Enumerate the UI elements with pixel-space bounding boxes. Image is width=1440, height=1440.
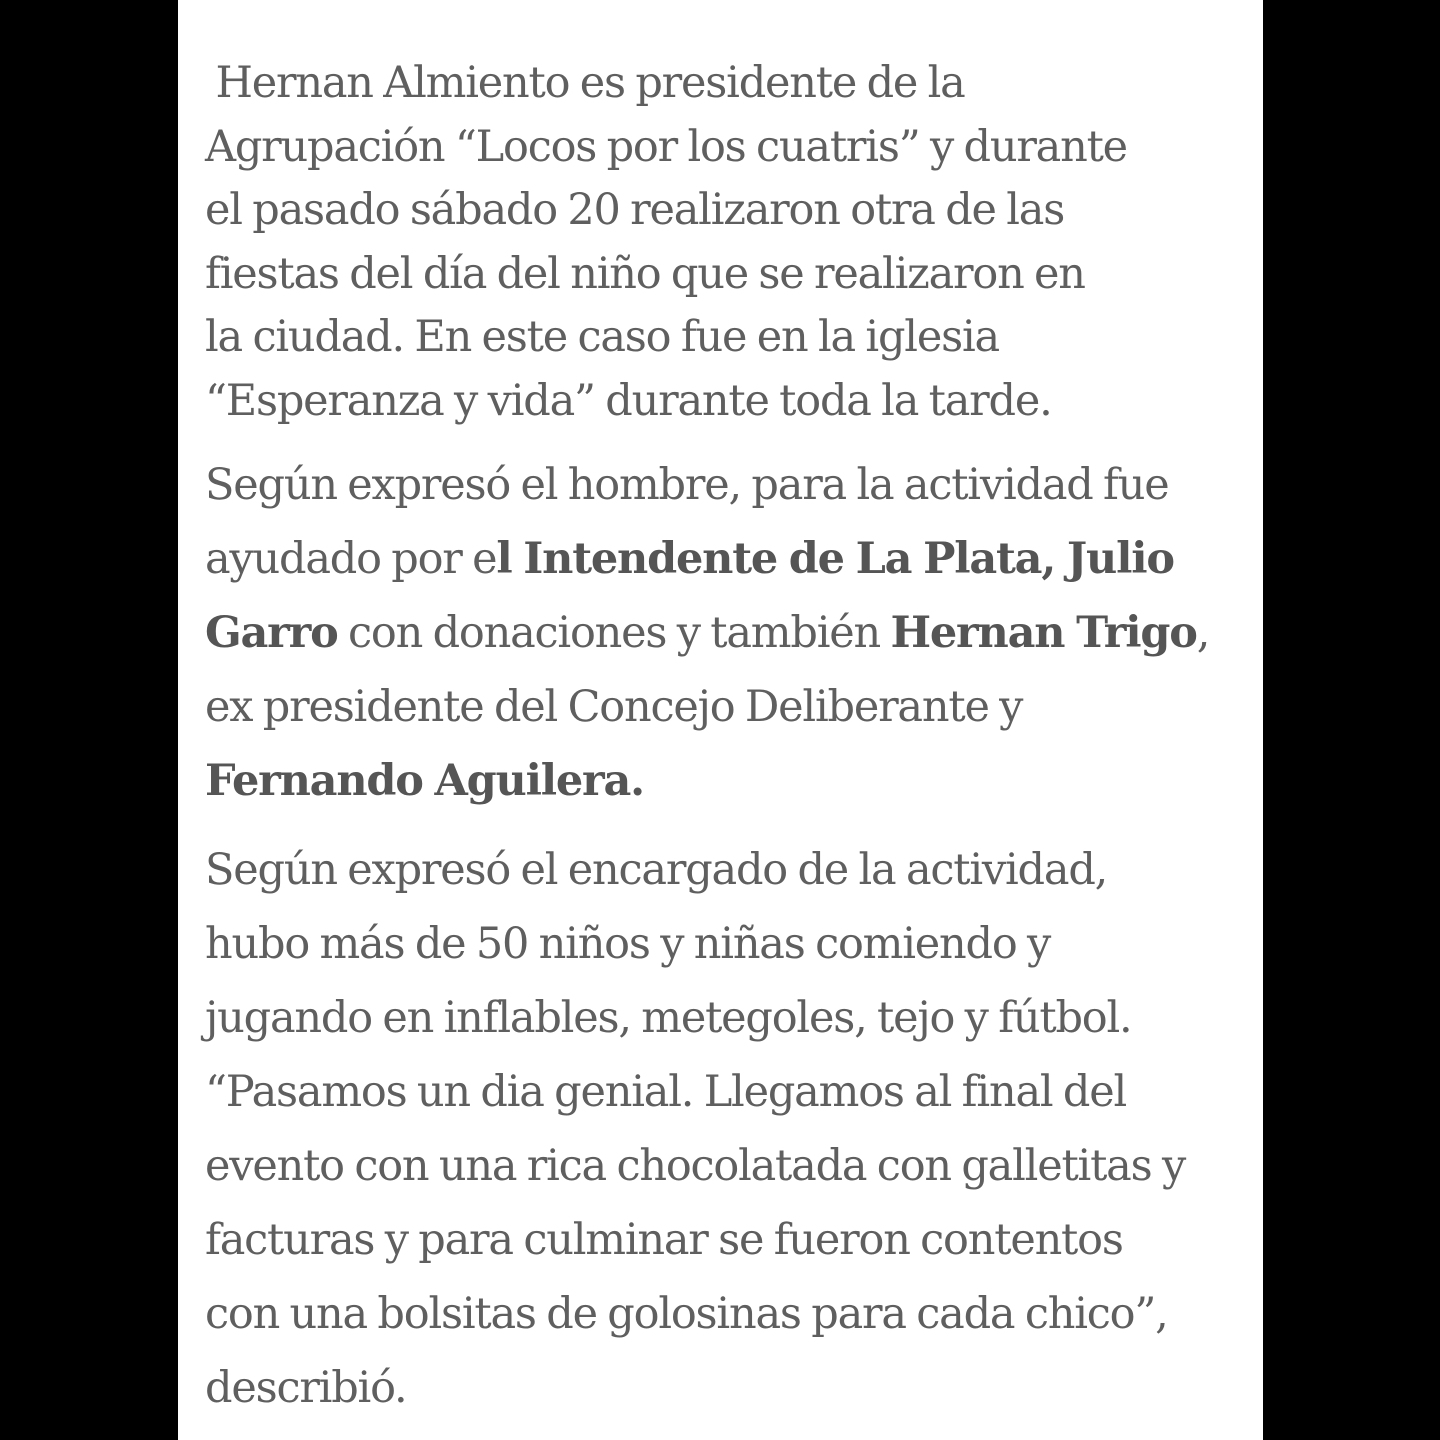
plain-text: con donaciones y también (337, 608, 891, 658)
paragraph-line: “Pasamos un dia genial. Llegamos al final del (205, 1067, 1127, 1117)
paragraph-line (205, 596, 1235, 670)
paragraph-line: facturas y para culminar se fueron contentos (205, 1215, 1123, 1265)
paragraph-line: Según expresó el hombre, para la actividad fue (205, 460, 1169, 510)
article-paragraph-3 (205, 833, 1235, 1425)
paragraph-line: Agrupación “Locos por los cuatris” y durante (205, 121, 1127, 172)
paragraph-line: “Esperanza y vida” durante toda la tarde. (205, 375, 1052, 426)
paragraph-line: evento con una rica chocolatada con galletitas y (205, 1141, 1186, 1191)
bold-name-garro: Garro (205, 608, 338, 658)
paragraph-line: hubo más de 50 niños y niñas comiendo y (205, 919, 1051, 969)
bold-name-intendente: l Intendente de La Plata, Julio (496, 534, 1174, 584)
article-paragraph-2 (205, 448, 1235, 818)
paragraph-line: Según expresó el encargado de la actividad, (205, 845, 1108, 895)
bold-name-trigo: Hernan Trigo (890, 608, 1197, 658)
bold-name-aguilera: Fernando Aguilera. (205, 756, 644, 806)
paragraph-line: jugando en inflables, metegoles, tejo y fútbol. (205, 993, 1132, 1043)
paragraph-line (205, 522, 1235, 596)
article-paragraph-1 (205, 52, 1235, 433)
plain-text: ayudado por e (205, 534, 497, 584)
paragraph-line (205, 744, 1235, 818)
paragraph-line: la ciudad. En este caso fue en la iglesia (205, 312, 999, 362)
paragraph-line: con una bolsitas de golosinas para cada chico”, (205, 1289, 1168, 1339)
paragraph-line: Hernan Almiento es presidente de la (205, 58, 965, 108)
paragraph-line: el pasado sábado 20 realizaron otra de las (205, 185, 1065, 235)
paragraph-line: fiestas del día del niño que se realizaron en (205, 248, 1085, 299)
paragraph-line: ex presidente del Concejo Deliberante y (205, 682, 1023, 732)
paragraph-line: describió. (205, 1363, 407, 1413)
plain-text: , (1196, 608, 1210, 658)
